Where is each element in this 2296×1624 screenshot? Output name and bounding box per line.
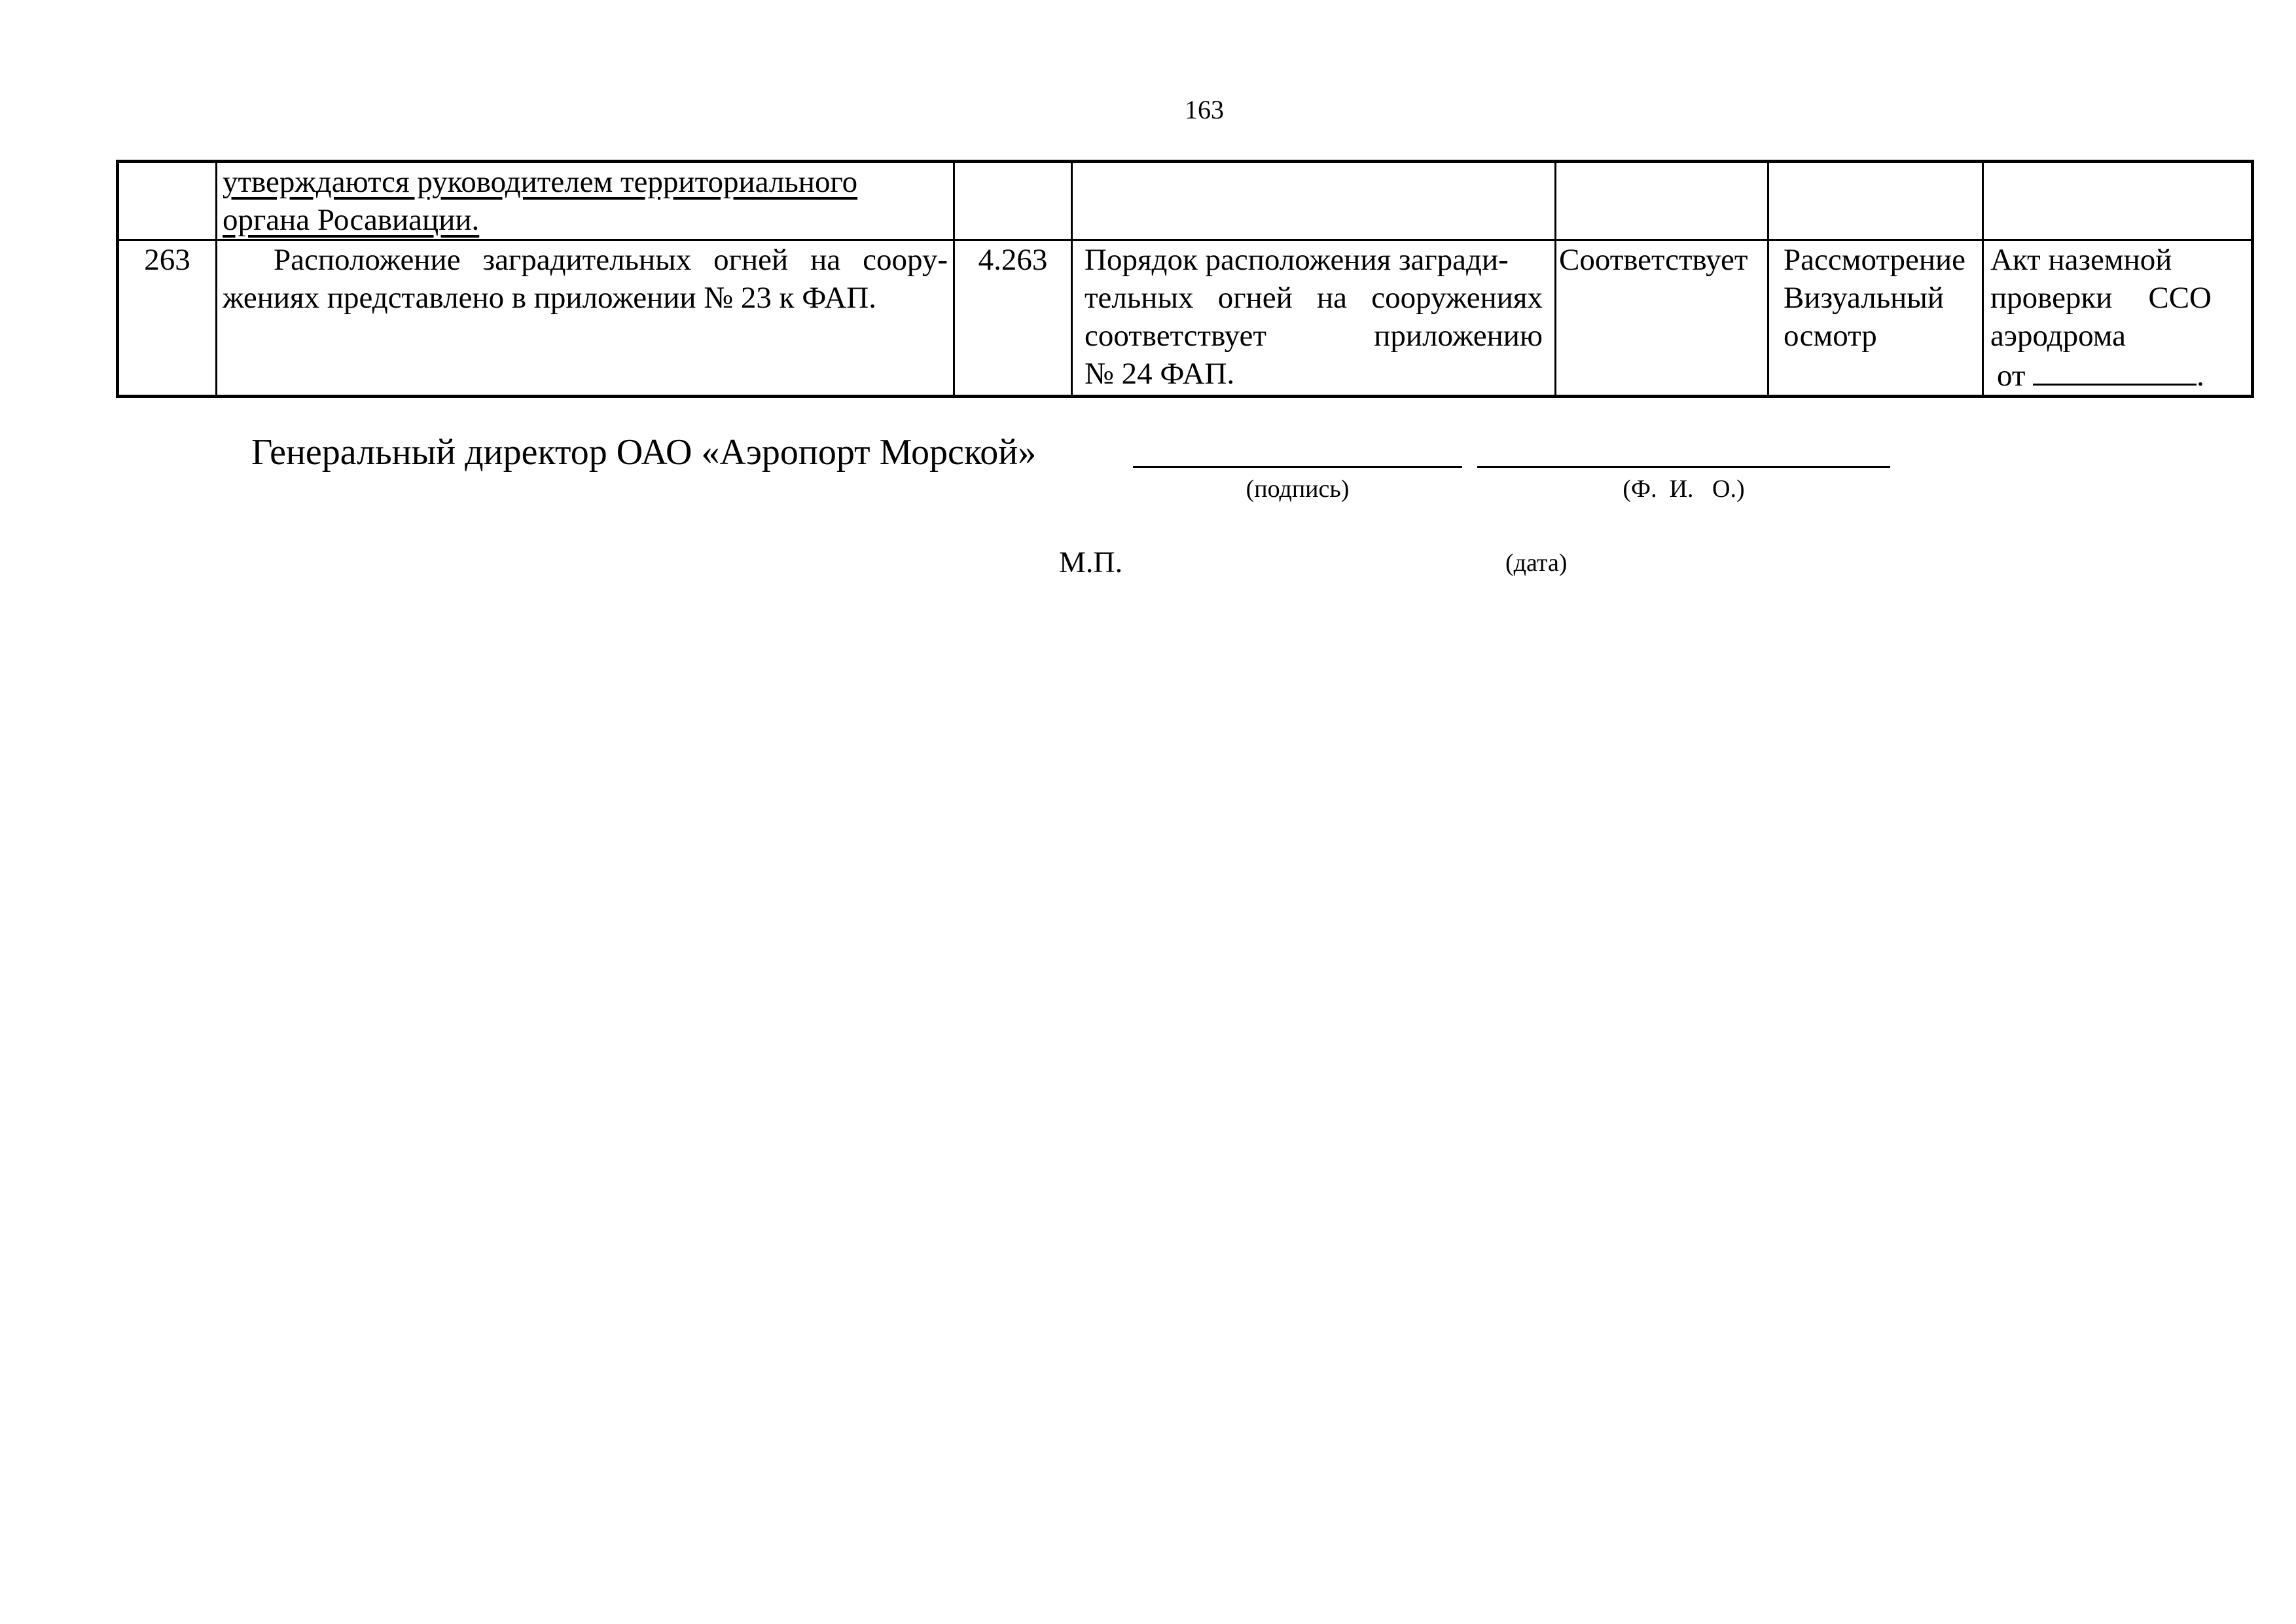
date-blank-line: [2033, 355, 2197, 386]
table-row: [118, 240, 2253, 397]
date-caption: (дата): [1505, 549, 1568, 577]
method-line: Визуальный: [1784, 281, 1945, 315]
evidence-cell: [1983, 240, 2253, 397]
requirement-cell: [217, 162, 954, 240]
evidence-date-line: [1990, 355, 2212, 395]
signatory-title: Генеральный директор ОАО «Аэропорт Морской»: [251, 432, 1037, 473]
row-number-cell: [118, 162, 217, 240]
evidence-date-prefix: от: [1997, 359, 2026, 393]
reference-cell: 4.263: [954, 240, 1072, 397]
page-number: 163: [1185, 95, 1224, 124]
row-number-cell: 263: [118, 240, 217, 397]
evidence-line: Акт наземной: [1990, 243, 2172, 277]
compliance-table: [116, 160, 2254, 398]
requirement-line: жениях представлено в приложении № 23 к ФАП.: [223, 281, 877, 315]
method-line: осмотр: [1784, 319, 1877, 353]
description-cell: [1072, 162, 1556, 240]
requirement-line: утверждаются руководителем территориального: [223, 165, 858, 199]
requirement-cell: [217, 240, 954, 397]
requirement-line: Расположение заградительных огней на соору-: [274, 243, 948, 277]
signature-line: [1133, 466, 1462, 468]
description-cell: [1072, 240, 1556, 397]
description-line: тельных огней на сооружениях: [1085, 281, 1543, 315]
evidence-line: проверки ССО: [1990, 281, 2212, 315]
conformity-cell: Соответствует: [1556, 240, 1768, 397]
signature-caption: (подпись): [1246, 475, 1350, 503]
description-line: № 24 ФАП.: [1085, 357, 1235, 391]
name-line: [1477, 466, 1890, 468]
method-line: Рассмотрение: [1784, 243, 1965, 277]
conformity-cell: [1556, 162, 1768, 240]
table-row: [118, 162, 2253, 240]
method-cell: [1768, 240, 1983, 397]
evidence-line: аэродрома: [1990, 319, 2126, 353]
requirement-line: органа Росавиации.: [223, 203, 480, 237]
method-cell: [1768, 162, 1983, 240]
evidence-date-suffix: .: [2197, 359, 2204, 393]
description-line: Порядок расположения загради-: [1085, 243, 1509, 277]
reference-cell: [954, 162, 1072, 240]
stamp-label: М.П.: [1059, 545, 1123, 579]
name-caption: (Ф. И. О.): [1623, 475, 1745, 503]
evidence-cell: [1983, 162, 2253, 240]
description-line: соответствует приложению: [1085, 319, 1543, 353]
